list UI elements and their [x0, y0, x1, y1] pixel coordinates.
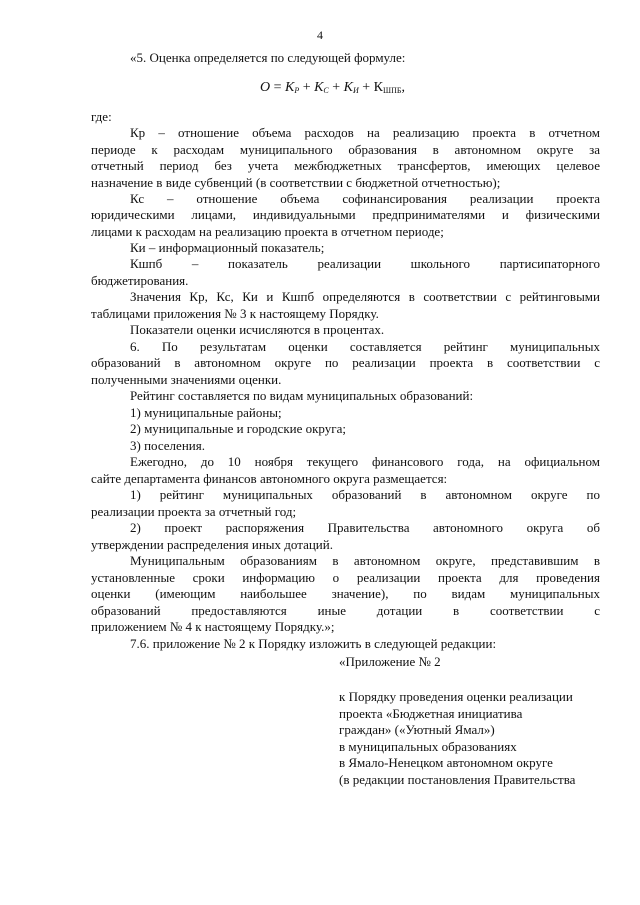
rating-item-1: 1) муниципальные районы; [130, 405, 282, 420]
ki-line: Ки – информационный показатель; [130, 240, 325, 255]
formula-ki: $К_И$ [343, 80, 359, 95]
formula-kshpb: $К_{ШПБ}$ [373, 80, 402, 95]
clause-6-line-1: 6. По результатам оценки составляется рейтинг муниципальных [130, 339, 600, 354]
annual-item-1-line-1: 1) рейтинг муниципальных образований в автономном округе по [130, 487, 600, 502]
grants-line-2: установленные сроки информацию о реализации проекта для проведения [91, 570, 600, 585]
formula: $О = К_Р + К_С + К_И + К_{ШПБ}$, [260, 80, 405, 95]
rating-item-3: 3) поселения. [130, 438, 205, 453]
clause-6-line-3: полученными значениями оценки. [91, 372, 282, 387]
annual-item-2-line-1: 2) проект распоряжения Правительства автономного округа об [130, 520, 600, 535]
rating-intro: Рейтинг составляется по видам муниципальных образований: [130, 388, 474, 403]
item-7-6: 7.6. приложение № 2 к Порядку изложить в следующей редакции: [130, 636, 497, 651]
appendix-line-5: в Ямало-Ненецком автономном округе [339, 755, 553, 770]
grants-line-3: оценки (имеющим наибольшее значение), по видам муниципальных [91, 586, 600, 601]
rating-item-2: 2) муниципальные и городские округа; [130, 421, 346, 436]
appendix-title: «Приложение № 2 [339, 654, 441, 669]
kshpb-line-1: Кшпб – показатель реализации школьного партисипаторного [130, 256, 600, 271]
appendix-line-4: в муниципальных образованиях [339, 739, 517, 754]
annual-item-1-line-2: реализации проекта за отчетный год; [91, 504, 297, 519]
page-number: 4 [317, 28, 323, 42]
kp-line-3: отчетный период без учета межбюджетных трансфертов, имеющих целевое [91, 158, 600, 173]
grants-line-5: приложением № 4 к настоящему Порядку.»; [91, 619, 335, 634]
kc-line-2: юридическими лицами, индивидуальными предпринимателями и физическими [91, 207, 600, 222]
values-line-2: таблицами приложения № 3 к настоящему Порядку. [91, 306, 379, 321]
formula-kc: $К_С$ [314, 80, 329, 95]
annual-line-1: Ежегодно, до 10 ноября текущего финансового года, на официальном [130, 454, 600, 469]
kc-line-3: лицами к расходам на реализацию проекта в отчетном периоде; [91, 224, 444, 239]
kp-line-2: периоде к расходам муниципального образования в автономном округе за [91, 142, 600, 157]
grants-line-4: образований предоставляются иные дотации в соответствии с [91, 603, 600, 618]
where-label: где: [91, 109, 112, 124]
values-line-1: Значения Кр, Кс, Ки и Кшпб определяются в соответствии с рейтинговыми [130, 289, 600, 304]
kp-line-4: назначение в виде субвенций (в соответствии с бюджетной отчетностью); [91, 175, 501, 190]
appendix-line-2: проекта «Бюджетная инициатива [339, 706, 523, 721]
clause-5-intro: «5. Оценка определяется по следующей формуле: [130, 50, 406, 65]
kshpb-line-2: бюджетирования. [91, 273, 189, 288]
appendix-line-1: к Порядку проведения оценки реализации [339, 689, 573, 704]
clause-6-line-2: образований в автономном округе по реализации проекта в соответствии с [91, 355, 600, 370]
annual-item-2-line-2: утверждении распределения иных дотаций. [91, 537, 333, 552]
annual-line-2: сайте департамента финансов автономного округа размещается: [91, 471, 448, 486]
kc-line-1: Кс – отношение объема софинансирования реализации проекта [130, 191, 600, 206]
appendix-line-6: (в редакции постановления Правительства [339, 772, 576, 787]
percent-line: Показатели оценки исчисляются в процентах. [130, 322, 385, 337]
kp-line-1: Кр – отношение объема расходов на реализацию проекта в отчетном [130, 125, 600, 140]
formula-lhs: О [260, 80, 271, 95]
appendix-line-3: граждан» («Уютный Ямал») [339, 722, 495, 737]
grants-line-1: Муниципальным образованиям в автономном округе, представившим в [130, 553, 600, 568]
formula-kp: $К_Р$ [285, 80, 300, 95]
